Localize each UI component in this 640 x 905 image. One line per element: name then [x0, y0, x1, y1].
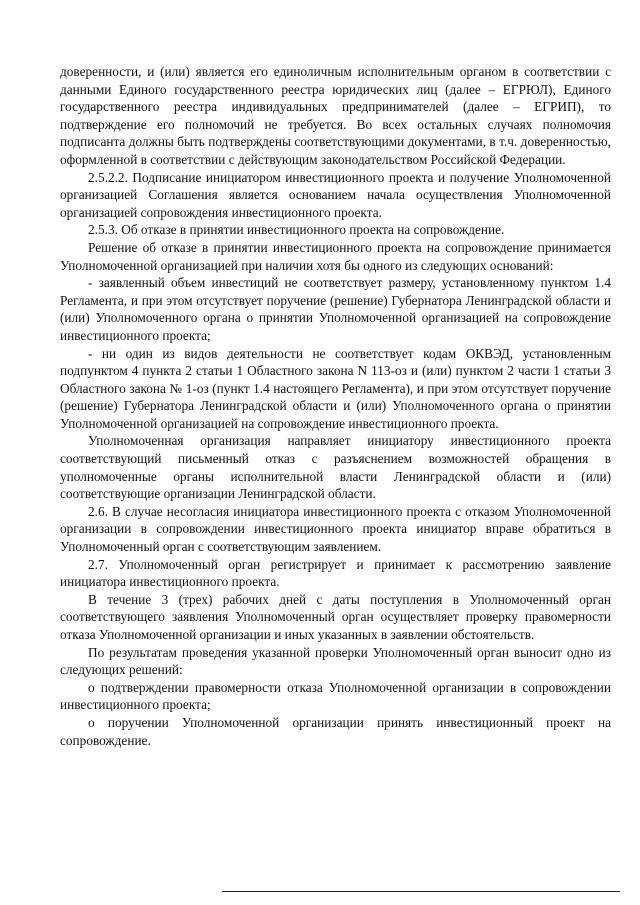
paragraph-refusal-notice: Уполномоченная организация направляет инициатору инвестиционного проекта соответствующий письменный отказ с разъяснением возможностей обращения в уполномоченные органы исполнительной власти Ленинградской области и (или) соответствующие организации Ленинградской области. [60, 433, 611, 502]
paragraph-2-7: 2.7. Уполномоченный орган регистрирует и принимает к рассмотрению заявление инициатора инвестиционного проекта. [60, 556, 611, 590]
paragraph-review-period: В течение 3 (трех) рабочих дней с даты поступления в Уполномоченный орган соответствующего заявления Уполномоченный орган осуществляет проверку правомерности отказа Уполномоченной организации и иных указанных в заявлении обстоятельств. [60, 591, 611, 642]
list-item-investment-volume: - заявленный объем инвестиций не соответствует размеру, установленному пунктом 1.4 Регламента, и при этом отсутствует поручение (решение) Губернатора Ленинградской области и (или) Уполномоченного органа о принятии Уполномоченной организацией на сопровождение инвестиционного проекта; [60, 275, 611, 343]
document-page [60, 63, 611, 749]
footer-rule [222, 891, 620, 892]
list-item-order-acceptance: о поручении Уполномоченной организации принять инвестиционный проект на сопровождение. [60, 714, 611, 748]
paragraph-review-results: По результатам проведения указанной проверки Уполномоченный орган выносит одно из следующих решений: [60, 644, 611, 678]
paragraph-refusal-decision: Решение об отказе в принятии инвестиционного проекта на сопровождение принимается Уполномоченной организацией при наличии хотя бы одного из следующих оснований: [60, 239, 611, 273]
paragraph-2-6: 2.6. В случае несогласия инициатора инвестиционного проекта с отказом Уполномоченной организации в сопровождении инвестиционного проекта инициатор вправе обратиться в Уполномоченный орган с соответствующим заявлением. [60, 503, 611, 555]
paragraph-continuation: доверенности, и (или) является его единоличным исполнительным органом в соответствии с данными Единого государственного реестра юридических лиц (далее – ЕГРЮЛ), Единого государственного реестра индивидуальных предпринимателей (далее – ЕГРИП), то подтверждение его полномочий не требуется. Во всех остальных случаях полномочия подписанта должны быть подтверждены соответствующими документами, в т.ч. доверенностью, оформленной в соответствии с действующим законодательством Российской Федерации. [60, 64, 611, 167]
list-item-confirm-refusal: о подтверждении правомерности отказа Уполномоченной организации в сопровождении инвестиционного проекта; [60, 679, 611, 713]
list-item-okved: - ни один из видов деятельности не соответствует кодам ОКВЭД, установленным подпунктом 4 пункта 2 статьи 1 Областного закона N 113-оз и (или) пунктом 2 части 1 статьи 3 Областного закона № 1-оз (пункт 1.4 настоящего Регламента), и при этом отсутствует поручение (решение) Губернатора Ленинградской области и (или) Уполномоченного органа о принятии Уполномоченной организацией на сопровождение инвестиционного проекта. [60, 345, 611, 431]
paragraph-2-5-2-2: 2.5.2.2. Подписание инициатором инвестиционного проекта и получение Уполномоченной организацией Соглашения является основанием начала осуществления Уполномоченной организацией сопровождения инвестиционного проекта. [60, 169, 611, 220]
heading-2-5-3: 2.5.3. Об отказе в принятии инвестиционного проекта на сопровождение. [88, 222, 505, 238]
